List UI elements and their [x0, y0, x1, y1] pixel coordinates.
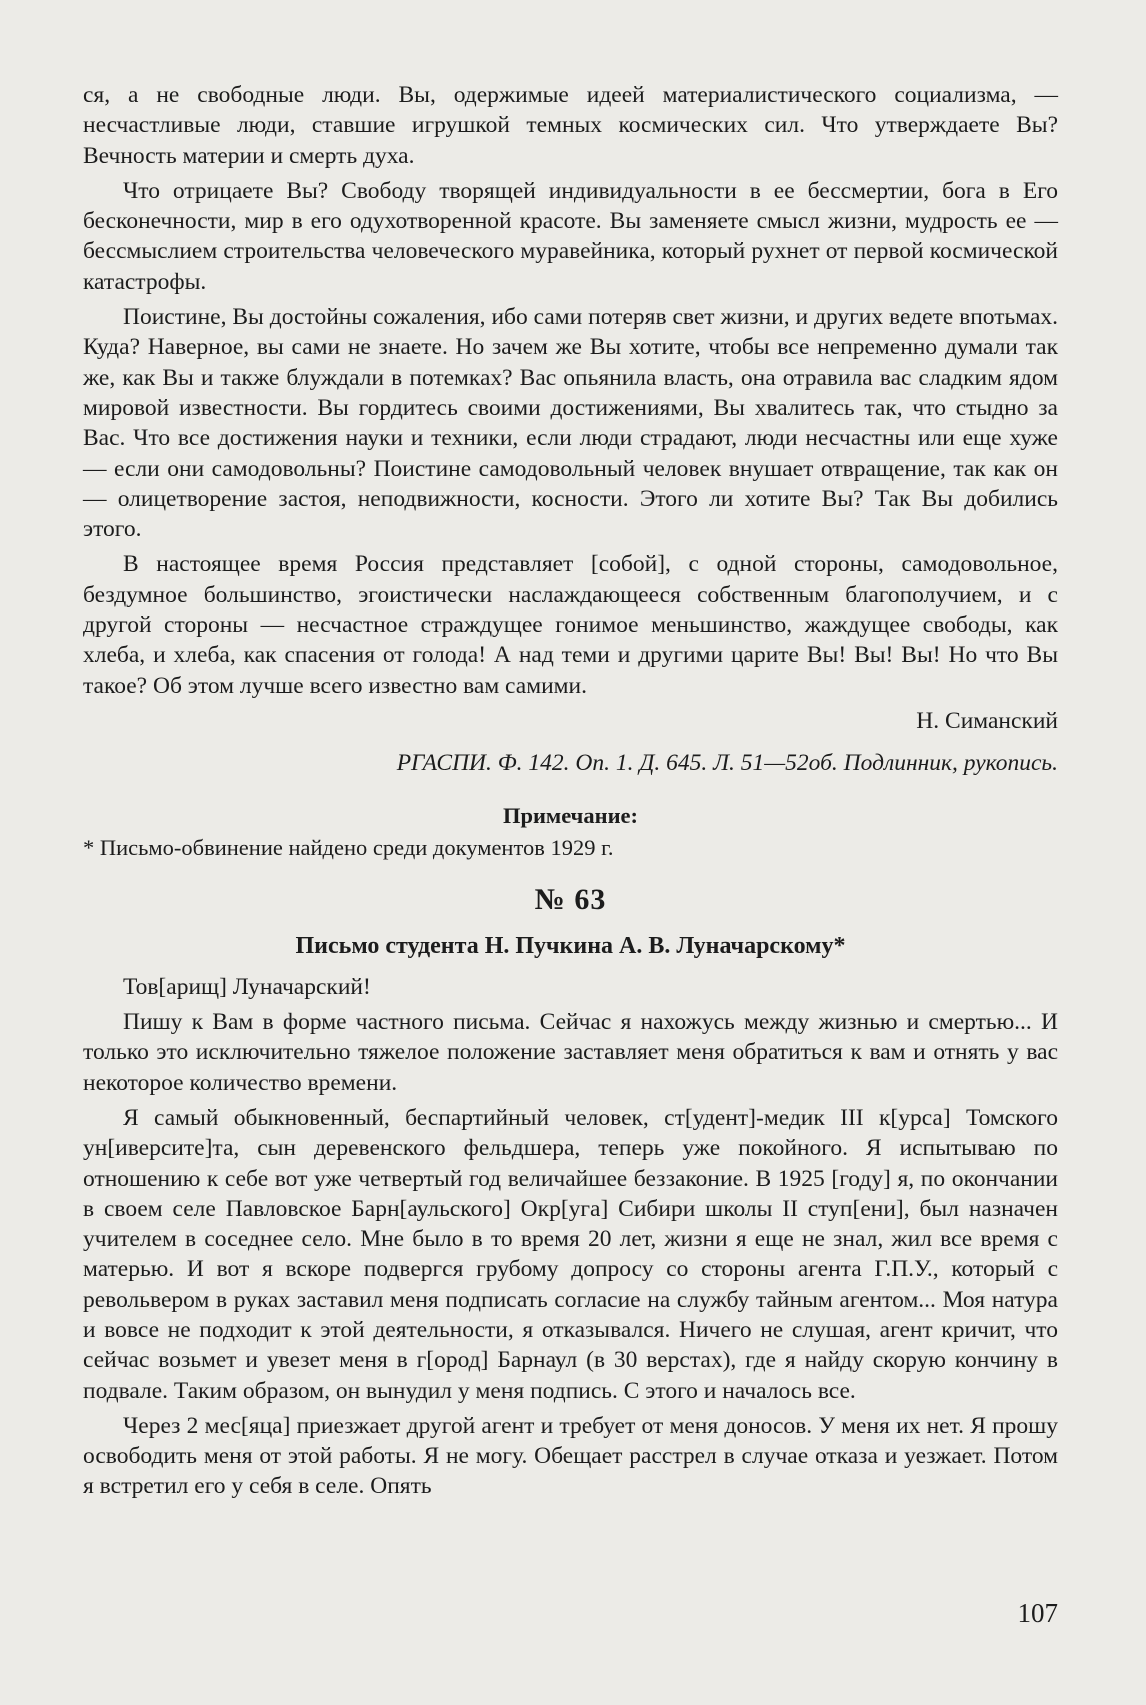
paragraph: Поистине, Вы достойны сожаления, ибо сами потеряв свет жизни, и других ведете впотьмах. Куда? Наверное, вы сами не знаете. Но зачем же Вы хотите, чтобы все непременно думали так же, как Вы и также блуждали в потемках? Вас опьянила власть, она отравила вас сладким ядом мировой известности. Вы гордитесь своими достижениями, Вы хвалитесь так, что стыдно за Вас. Что все достижения науки и техники, если люди страдают, люди несчастны или еще хуже — если они самодовольны? Поистине самодовольный человек внушает отвращение, так как он — олицетворение застоя, неподвижности, косности. Этого ли хотите Вы? Так Вы добились этого. [83, 304, 1058, 543]
document-title: Письмо студента Н. Пучкина А. В. Луначарскому* [295, 933, 846, 960]
page-number: 107 [1017, 1598, 1058, 1628]
signature: Н. Симанский [916, 707, 1058, 734]
paragraph: Через 2 мес[яца] приезжает другой агент и требует от меня доносов. У меня их нет. Я прошу освободить меня от этой работы. Я не могу. Обещает расстрел в случае отказа и уезжает. Потом я встретил его у себя в селе. Опять [83, 1412, 1058, 1500]
archive-source: РГАСПИ. Ф. 142. Оп. 1. Д. 645. Л. 51—52об. Подлинник, рукопись. [396, 750, 1058, 777]
paragraph: ся, а не свободные люди. Вы, одержимые идеей материалистического социализма, — несчастливые люди, ставшие игрушкой темных космических сил. Что утверждаете Вы? Вечность материи и смерть духа. [83, 82, 1058, 169]
paragraph: Я самый обыкновенный, беспартийный человек, ст[удент]-медик III к[урса] Томского ун[иверсите]та, сын деревенского фельдшера, теперь уже покойного. Я испытываю по отношению к себе вот уже четвертый год величайшее беззаконие. В 1925 [году] я, по окончании в своем селе Павловское Барн[аульского] Окр[уга] Сибири школы II ступ[ени], был назначен учителем в соседнее село. Мне было в то время 20 лет, жизни я еще не знал, жил все время с матерью. И вот я вскоре подвергся грубому допросу со стороны агента Г.П.У., который с револьвером в руках заставил меня подписать согласие на службу тайным агентом... Моя натура и вовсе не подходит к этой деятельности, я отказывался. Ничего не слушая, агент кричит, что сейчас возьмет и увезет меня в г[ород] Барнаул (в 30 верстах), где я найду скорую кончину в подвале. Таким образом, он вынудил у меня подпись. С этого и началось все. [83, 1104, 1058, 1404]
note-heading: Примечание: [502, 802, 639, 828]
paragraph: Пишу к Вам в форме частного письма. Сейчас я нахожусь между жизнью и смертью... И только это исключительно тяжелое положение заставляет меня обратиться к вам и отнять у вас некоторое количество времени. [83, 1009, 1058, 1096]
page-body [83, 80, 1058, 1507]
footnote: * Письмо-обвинение найдено среди документов 1929 г. [83, 834, 614, 860]
greeting: Тов[арищ] Луначарский! [123, 973, 371, 1000]
document-number: № 63 [534, 883, 607, 917]
paragraph: Что отрицаете Вы? Свободу творящей индивидуальности в ее бессмертии, бога в Его бесконечности, мир в его одухотворенной красоте. Вы заменяете смысл жизни, мудрость ее — бессмыслием строительства человеческого муравейника, который рухнет от первой космической катастрофы. [83, 177, 1058, 295]
paragraph: В настоящее время Россия представляет [собой], с одной стороны, самодовольное, бездумное большинство, эгоистически наслаждающееся собственным благополучием, и с другой стороны — несчастное страждущее гонимое меньшинство, жаждущее свободы, как хлеба, и хлеба, как спасения от голода! А над теми и другими царите Вы! Вы! Вы! Но что Вы такое? Об этом лучше всего известно вам самими. [83, 551, 1058, 699]
